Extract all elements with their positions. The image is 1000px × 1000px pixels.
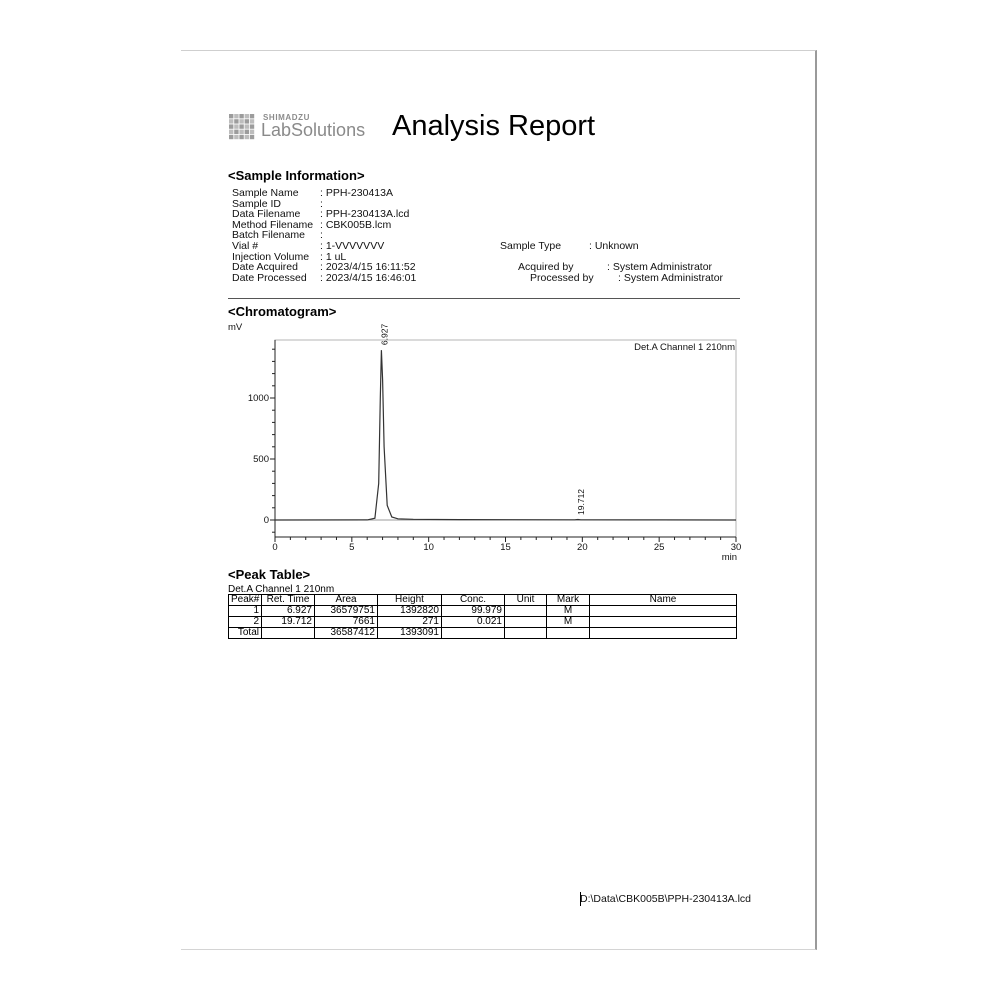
table-total-row — [229, 628, 737, 639]
cell-name — [590, 606, 737, 617]
value-data-filename: : PPH-230413A.lcd — [320, 208, 410, 221]
label-vial: Vial # — [232, 239, 259, 252]
sample-info-heading: <Sample Information> — [228, 168, 365, 183]
channel-label: Det.A Channel 1 210nm — [634, 342, 735, 353]
label-batch-filename: Batch Filename — [232, 229, 305, 242]
sample-info-labels — [232, 188, 313, 283]
section-divider — [228, 298, 740, 299]
x-tick-label: 25 — [653, 542, 665, 553]
col-unit: Unit — [505, 595, 547, 606]
label-sample-type: Sample Type — [500, 240, 562, 252]
x-axis-unit: min — [721, 552, 737, 563]
label-sample-name: Sample Name — [232, 187, 299, 199]
peak-label: 6.927 — [379, 323, 390, 346]
cell-peak-number: 2 — [229, 617, 262, 628]
shimadzu-logo-icon — [229, 114, 255, 140]
col-mark: Mark — [547, 595, 590, 606]
cell-height: 271 — [378, 617, 442, 628]
value-date-processed: : 2023/4/15 16:46:01 — [320, 271, 417, 284]
col-ret-time: Ret. Time — [262, 595, 315, 606]
cell-total-mark — [547, 628, 590, 639]
value-processed-by: : System Administrator — [618, 272, 724, 284]
col-conc: Conc. — [442, 595, 505, 606]
label-processed-by: Processed by — [530, 272, 594, 284]
cell-total-area: 36587412 — [315, 628, 378, 639]
cell-total-unit — [505, 628, 547, 639]
label-date-processed: Date Processed — [232, 271, 307, 284]
x-tick-label: 30 — [730, 542, 742, 553]
col-height: Height — [378, 595, 442, 606]
cell-conc: 0.021 — [442, 617, 505, 628]
table-row — [229, 606, 737, 617]
x-tick-label: 10 — [423, 542, 434, 553]
x-tick-label: 15 — [500, 542, 511, 553]
cell-ret-time: 19.712 — [262, 617, 315, 628]
brand-shimadzu: SHIMADZU — [263, 113, 311, 122]
y-tick-label: 0 — [263, 515, 269, 526]
x-tick-label: 5 — [349, 542, 355, 553]
cell-unit — [505, 606, 547, 617]
brand-labsolutions: LabSolutions — [261, 120, 366, 140]
value-method-filename: : CBK005B.lcm — [320, 218, 392, 231]
x-tick-label: 20 — [577, 542, 588, 553]
y-tick-label: 1000 — [247, 393, 269, 404]
label-data-filename: Data Filename — [232, 208, 301, 221]
chromatogram-heading: <Chromatogram> — [228, 304, 337, 319]
cell-area: 36579751 — [315, 606, 378, 617]
cell-height: 1392820 — [378, 606, 442, 617]
cell-ret-time: 6.927 — [262, 606, 315, 617]
sample-info-values — [320, 188, 416, 283]
report-title: Analysis Report — [392, 110, 596, 142]
label-acquired-by: Acquired by — [518, 261, 574, 273]
peak-label: 19.712 — [575, 488, 586, 515]
table-row — [229, 617, 737, 628]
value-sample-type: : Unknown — [589, 240, 639, 252]
peak-table-heading: <Peak Table> — [228, 567, 311, 582]
col-name: Name — [590, 595, 737, 606]
y-tick-label: 500 — [253, 454, 269, 465]
cell-mark: M — [547, 606, 590, 617]
peak-table-header-row — [229, 595, 737, 606]
peak-table — [228, 594, 737, 639]
peak-table-channel: Det.A Channel 1 210nm — [228, 584, 335, 595]
cell-area: 7661 — [315, 617, 378, 628]
value-injection-volume: : 1 uL — [320, 250, 347, 263]
file-path: D:\Data\CBK005B\PPH-230413A.lcd — [580, 893, 752, 905]
x-tick-label: 0 — [272, 542, 278, 553]
label-injection-volume: Injection Volume — [232, 250, 310, 263]
col-area: Area — [315, 595, 378, 606]
label-method-filename: Method Filename — [232, 218, 314, 231]
cell-peak-number: 1 — [229, 606, 262, 617]
cell-mark: M — [547, 617, 590, 628]
value-date-acquired: : 2023/4/15 16:11:52 — [320, 261, 416, 274]
report-page — [181, 50, 817, 950]
cell-conc: 99.979 — [442, 606, 505, 617]
y-axis-unit: mV — [228, 322, 243, 333]
cell-total-height: 1393091 — [378, 628, 442, 639]
col-peak-number: Peak# — [229, 595, 262, 606]
cell-unit — [505, 617, 547, 628]
cell-total-ret-time — [262, 628, 315, 639]
cell-name — [590, 617, 737, 628]
label-date-acquired: Date Acquired — [232, 261, 298, 274]
label-sample-id: Sample ID — [232, 197, 282, 210]
value-batch-filename: : — [320, 229, 323, 242]
cell-total-conc — [442, 628, 505, 639]
value-sample-id: : — [320, 197, 323, 210]
value-vial: : 1-VVVVVVV — [320, 239, 385, 252]
value-sample-name: : PPH-230413A — [320, 187, 393, 199]
cell-total-label: Total — [229, 628, 262, 639]
cell-total-name — [590, 628, 737, 639]
value-acquired-by: : System Administrator — [607, 261, 713, 273]
